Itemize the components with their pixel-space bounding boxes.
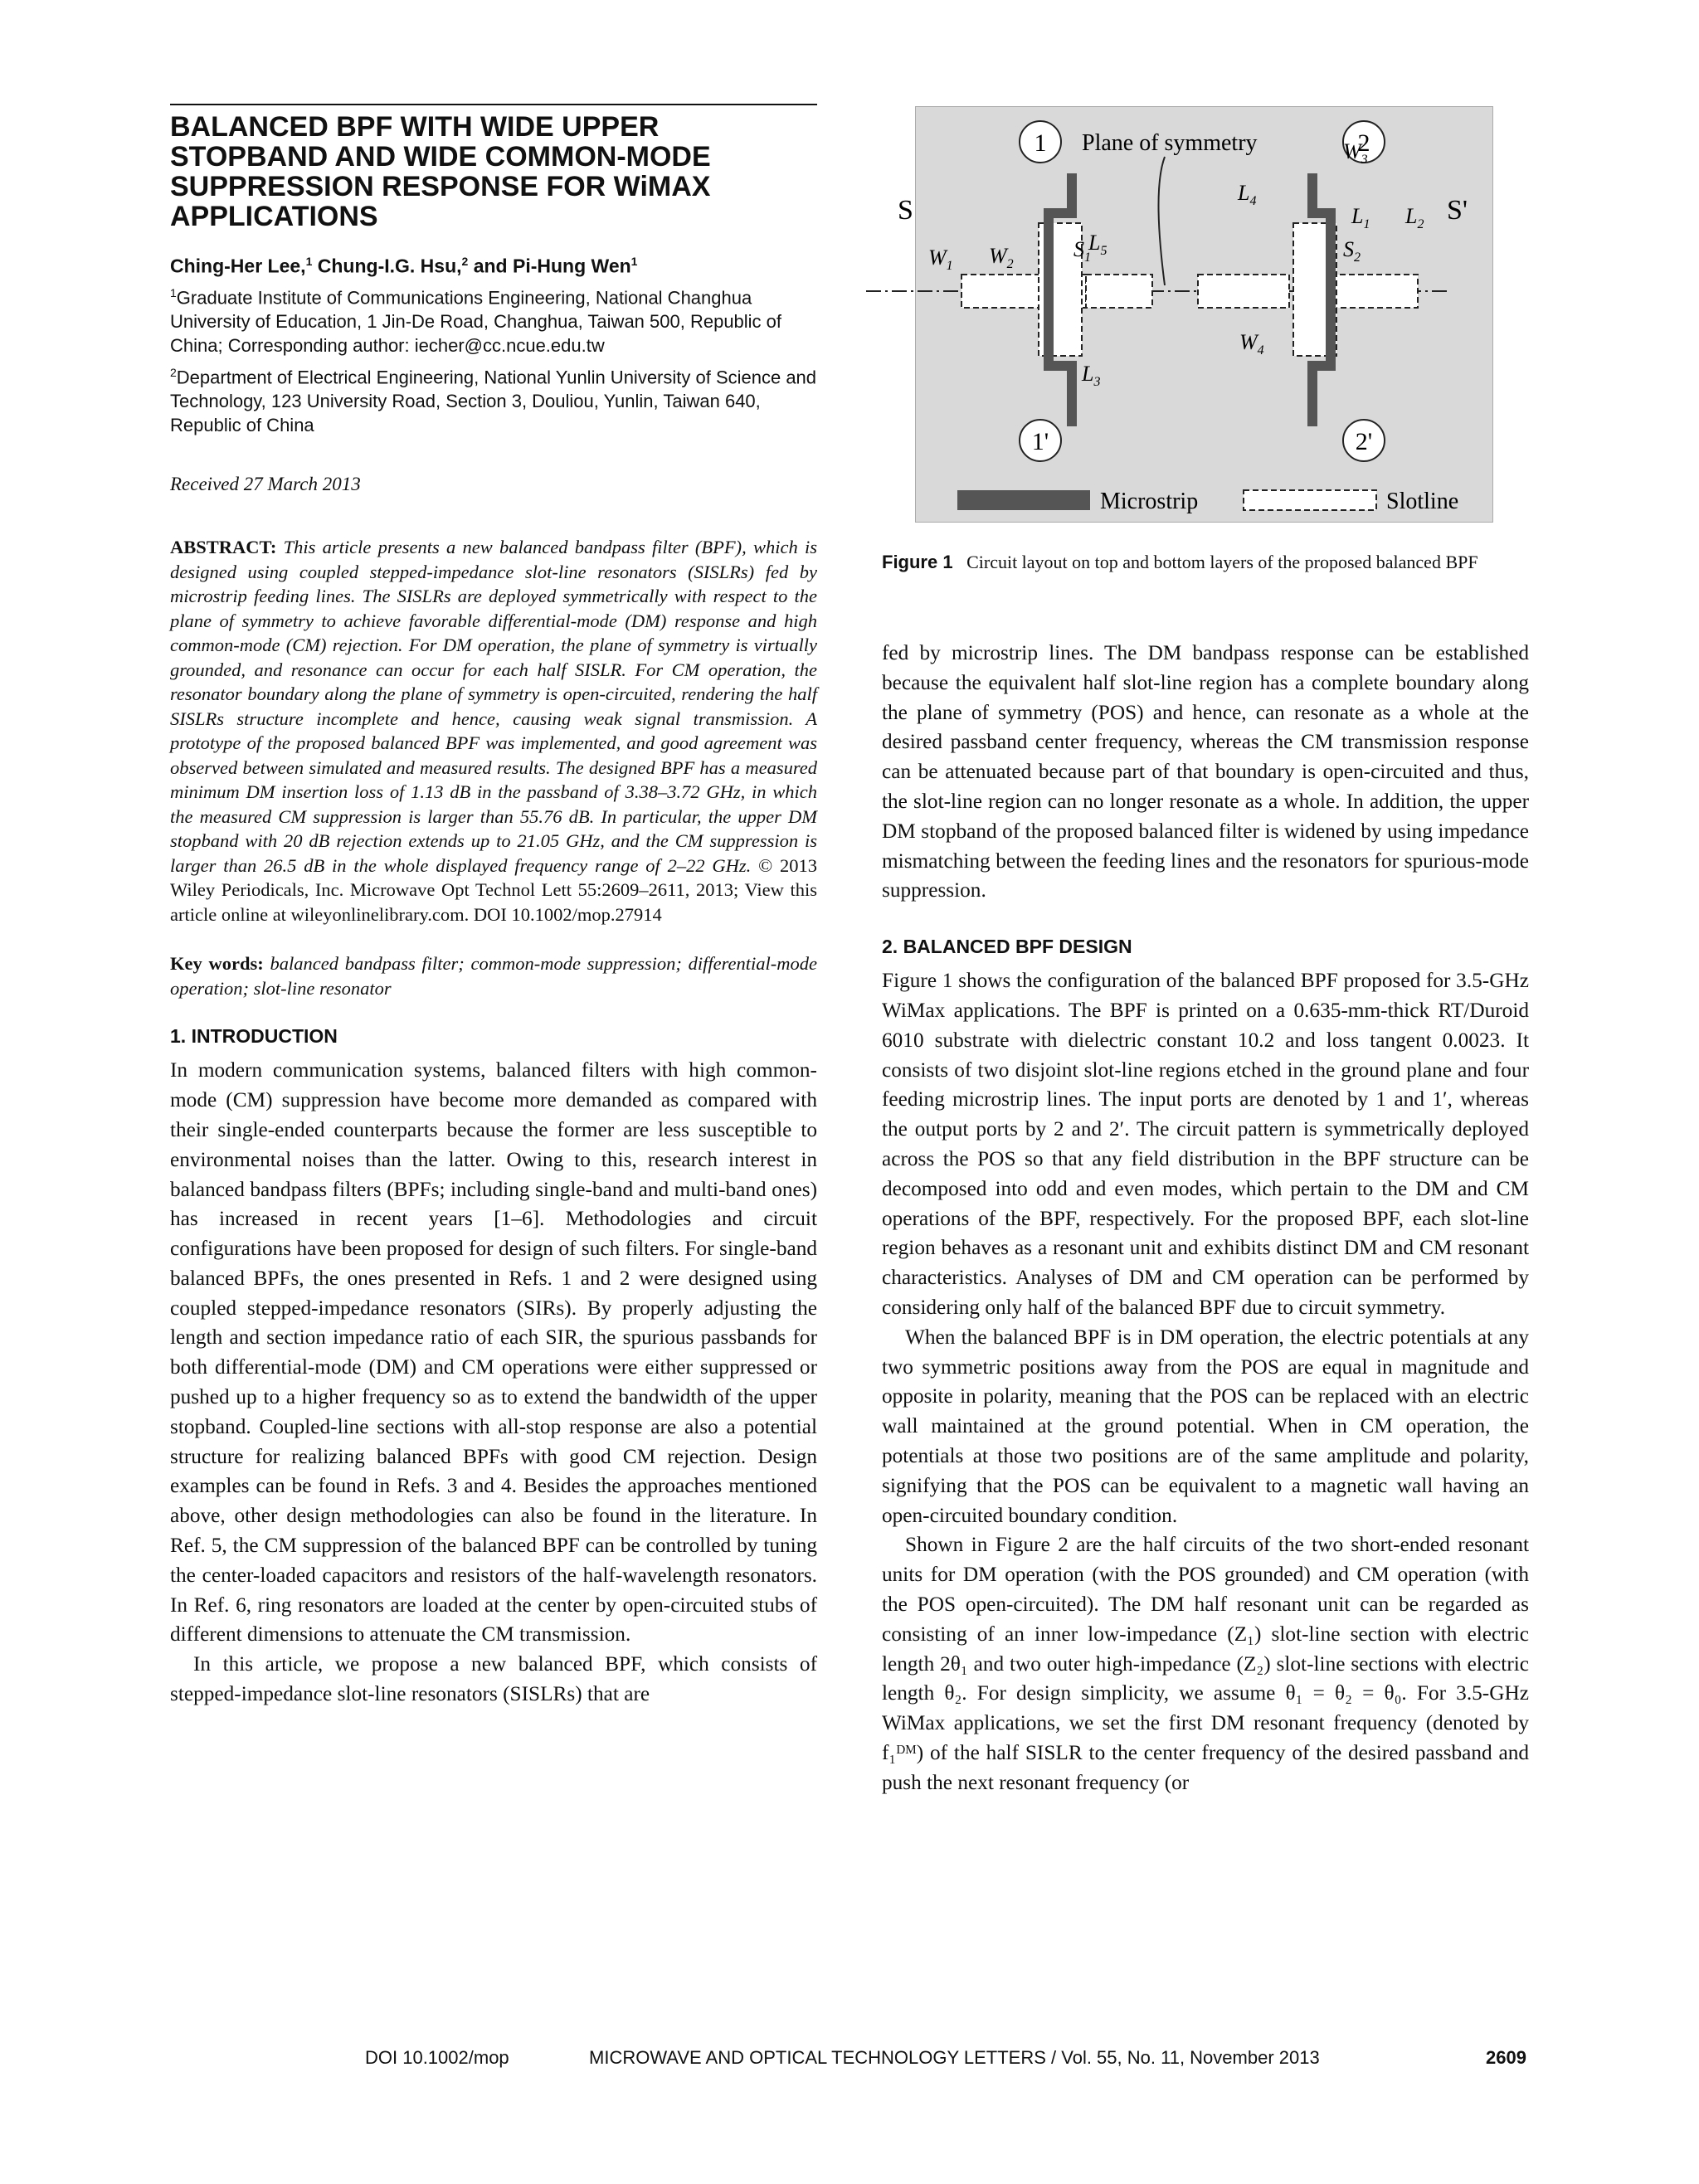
received-date: Received 27 March 2013 [170,474,361,495]
S1-label: S [1073,237,1084,261]
legend-slotline-swatch [1244,490,1376,510]
circuit-diagram [898,107,1492,522]
article-title: BALANCED BPF WITH WIDE UPPER STOPBAND AND WIDE COMMON-MODE SUPPRESSION RESPONSE FOR WiMAX APPLICATIONS [170,111,711,232]
design-heading: 2. BALANCED BPF DESIGN [882,936,1132,958]
author-3-affil-mark: 1 [630,255,638,268]
L2-label: L [1405,204,1418,228]
legend-microstrip-swatch [957,490,1090,510]
port-2-label: 2 [1357,129,1370,157]
L5-label: L [1088,231,1101,255]
legend-slotline-label: Slotline [1386,489,1459,514]
legend-microstrip-label: Microstrip [1100,489,1199,514]
author-1: Ching-Her Lee, [170,255,306,277]
keywords [170,951,817,1000]
W3-label: W [1343,139,1361,163]
W4-label: W [1239,330,1258,354]
abstract [170,535,817,927]
keywords-text: balanced bandpass filter; common-mode suppression; differential-mode operation; slot-line resonator [170,953,817,999]
svg-text:W4: $W_4$ [1239,330,1264,358]
svg-text:S2: $S_2$ [1343,237,1361,265]
intro-paragraph-2: In this article, we propose a new balanced BPF, which consists of stepped-impedance slot-line resonators (SISLRs) that are [170,1652,817,1706]
author-3: and Pi-Hung Wen [473,255,631,277]
intro-paragraph-1: In modern communication systems, balanced filters with high common-mode (CM) suppression have become more demanded as compared with their single-ended counterparts because the former are less susceptible to environmental noises than the latter. Owing to this, research interest in balanced bandpass filters (BPFs; including single-band and multi-band ones) has increased in recent years [1–6]. Methodologies and circuit configurations have been proposed for design of such filters. For single-band balanced BPFs, the ones presented in Refs. 1 and 2 were designed using coupled stepped-impedance resonators (SIRs). By properly adjusting the length and section impedance ratio of each SIR, the spurious passbands for both differential-mode (DM) and CM operations were either suppressed or pushed up to a higher frequency so as to extend the bandwidth of the upper stopband. Coupled-line sections with all-stop response are also a potential structure for realizing balanced BPFs with good CM rejection. Design examples can be found in Refs. 3 and 4. Besides the approaches mentioned above, other design methodologies can also be found in the literature. In Ref. 5, the CM suppression of the balanced BPF can be controlled by tuning the center-loaded capacitors and resistors of the half-wavelength resonators. In Ref. 6, ring resonators are loaded at the center by open-circuited stubs of different dimensions to attenuate the CM transmission. [170,1058,817,1647]
abstract-label: ABSTRACT: [170,537,277,558]
abstract-citation: © 2013 Wiley Periodicals, Inc. Microwave Opt Technol Lett 55:2609–2611, 2013; View this article online at wileyonlinelibrary.com. DOI 10.1002/mop.27914 [170,854,818,925]
svg-text:W2: $W_2$ [989,244,1014,271]
s-label: S [898,195,913,226]
figure-1-circuit-layout [898,106,1493,523]
intro-heading: 1. INTRODUCTION [170,1025,338,1048]
right-paragraph-1: fed by microstrip lines. The DM bandpass response can be established because the equivalent half slot-line region has a complete boundary along the plane of symmetry (POS) and hence, can resonate as a whole at the desired passband center frequency, whereas the CM transmission response can be attenuated because part of that boundary is open-circuited and thus, the slot-line region can no longer resonate as a whole. In addition, the upper DM stopband of the proposed balanced filter is widened by using impedance mismatching between the feeding lines and the resonators for spurious-mode suppression. [882,641,1529,902]
author-2-affil-mark: 2 [461,255,469,268]
author-1-affil-mark: 1 [305,255,313,268]
affiliation-1: $^1$Graduate Institute of Communications Engineering, National Changhua University of Education, 1 Jin-De Road, Changhua, Taiwan 500, Republic of China; Corresponding author: iecher@cc.ncue.edu.tw [170,285,782,356]
port-1-label: 1 [1034,129,1047,157]
plane-arrow [1159,157,1166,285]
L4-label: L [1238,181,1250,205]
author-line [170,255,817,278]
svg-text:L3: $L_3$ [1082,362,1101,389]
svg-text:S1: $S_1$ [1073,237,1091,265]
figure-1-caption-label: Figure 1 [882,552,953,572]
slotline-right-inner [1198,275,1289,308]
page-number: 2609 [1486,2047,1526,2068]
figure-1-caption [882,550,1529,575]
svg-text:L2: $L_2$ [1405,204,1424,231]
affiliation-2: $^2$Department of Electrical Engineering, National Yunlin University of Science and Technology, 123 University Road, Section 3, Douliou, Yunlin, Taiwan 640, Republic of China [170,365,817,436]
svg-text:L1: $L_1$ [1351,204,1370,231]
W1-label: W [928,246,947,270]
plane-of-symmetry-label: Plane of symmetry [1082,130,1258,156]
design-paragraph-1: Figure 1 shows the configuration of the balanced BPF proposed for 3.5-GHz WiMax applications. The BPF is printed on a 0.635-mm-thick RT/Duroid 6010 substrate with dielectric constant 10.2 and loss tangent 0.0023. It consists of two disjoint slot-line regions etched in the ground plane and four feeding microstrip lines. The input ports are denoted by 1 and 1′, whereas the output ports by 2 and 2′. The circuit pattern is symmetrically deployed across the POS so that any field distribution in the BPF structure can be decomposed into odd and even modes, which pertain to the DM and CM operations of the BPF, respectively. For the proposed BPF, each slot-line region behaves as a resonant unit and exhibits distinct DM and CM resonant characteristics. Analyses of DM and CM operation can be performed by considering only half of the balanced BPF due to circuit symmetry. [882,969,1529,1319]
port-1p-label: 1' [1031,428,1049,455]
left-column [170,104,817,1710]
figure-1-caption-text: Circuit layout on top and bottom layers of the proposed balanced BPF [966,552,1478,572]
footer-doi: DOI 10.1002/mop [365,2047,509,2068]
port-2p-label: 2' [1355,428,1373,455]
svg-text:W3: $W_3$ [1343,139,1368,167]
W2-label: W [989,244,1007,268]
svg-text:L4: $L_4$ [1238,181,1257,208]
title-rule [170,104,817,105]
design-paragraph-3: Shown in Figure 2 are the half circuits of the two short-ended resonant units for DM operation (with the POS grounded) and CM operation (with the POS open-circuited). The DM half resonant unit can be regarded as consisting of an inner low-impedance (Z₁) slot-line section with electric length 2θ₁ and two outer high-impedance (Z₂) slot-line sections with electric length θ₂. For design simplicity, we assume θ₁ = θ₂ = θ₀. For 3.5-GHz WiMax applications, we set the first DM resonant frequency (denoted by f₁ᴰᴹ) of the half SISLR to the center frequency of the desired passband and push the next resonant frequency (or [882,1533,1529,1794]
svg-text:W1: $W_1$ [928,246,953,273]
svg-text:L5: $L_5$ [1088,231,1108,258]
author-2: Chung-I.G. Hsu, [317,255,462,277]
right-column [882,639,1529,1797]
L1-label: L [1351,204,1364,228]
footer-journal: MICROWAVE AND OPTICAL TECHNOLOGY LETTERS / Vol. 55, No. 11, November 2013 [589,2047,1320,2068]
slotline-left-inner [1086,275,1152,308]
abstract-text: This article presents a new balanced bandpass filter (BPF), which is designed using coupled stepped-impedance slot-line resonators (SISLRs) fed by microstrip feeding lines. The SISLRs are deployed symmetrically with respect to the plane of symmetry to achieve favorable differential-mode (DM) response and high common-mode (CM) rejection. For DM operation, the plane of symmetry is virtually grounded, and resonance can occur for each half SISLR. For CM operation, the resonator boundary along the plane of symmetry is open-circuited, rendering the half SISLRs structure incomplete and hence, causing weak signal transmission. A prototype of the proposed balanced BPF was implemented, and good agreement was observed between simulated and measured results. The designed BPF has a measured minimum DM insertion loss of 1.13 dB in the passband of 3.38–3.72 GHz, in which the measured CM suppression is larger than 55.76 dB. In particular, the upper DM stopband with 20 dB rejection extends up to 21.05 GHz, and the CM suppression is larger than 26.5 dB in the whole displayed frequency range of 2–22 GHz. [170,537,818,876]
S2-label: S [1343,237,1354,261]
s-prime-label: S' [1447,195,1468,226]
L3-label: L [1082,362,1094,386]
keywords-label: Key words: [170,953,264,975]
design-paragraph-2: When the balanced BPF is in DM operation, the electric potentials at any two symmetric positions away from the POS are equal in magnitude and opposite in polarity, meaning that the POS can be replaced with an electric wall maintained at the ground potential. When in CM operation, the potentials at those two positions are of the same amplitude and polarity, signifying that the POS can be equivalent to a magnetic wall having an open-circuited boundary condition. [882,1325,1529,1527]
slotline-right-feed [1331,275,1418,308]
